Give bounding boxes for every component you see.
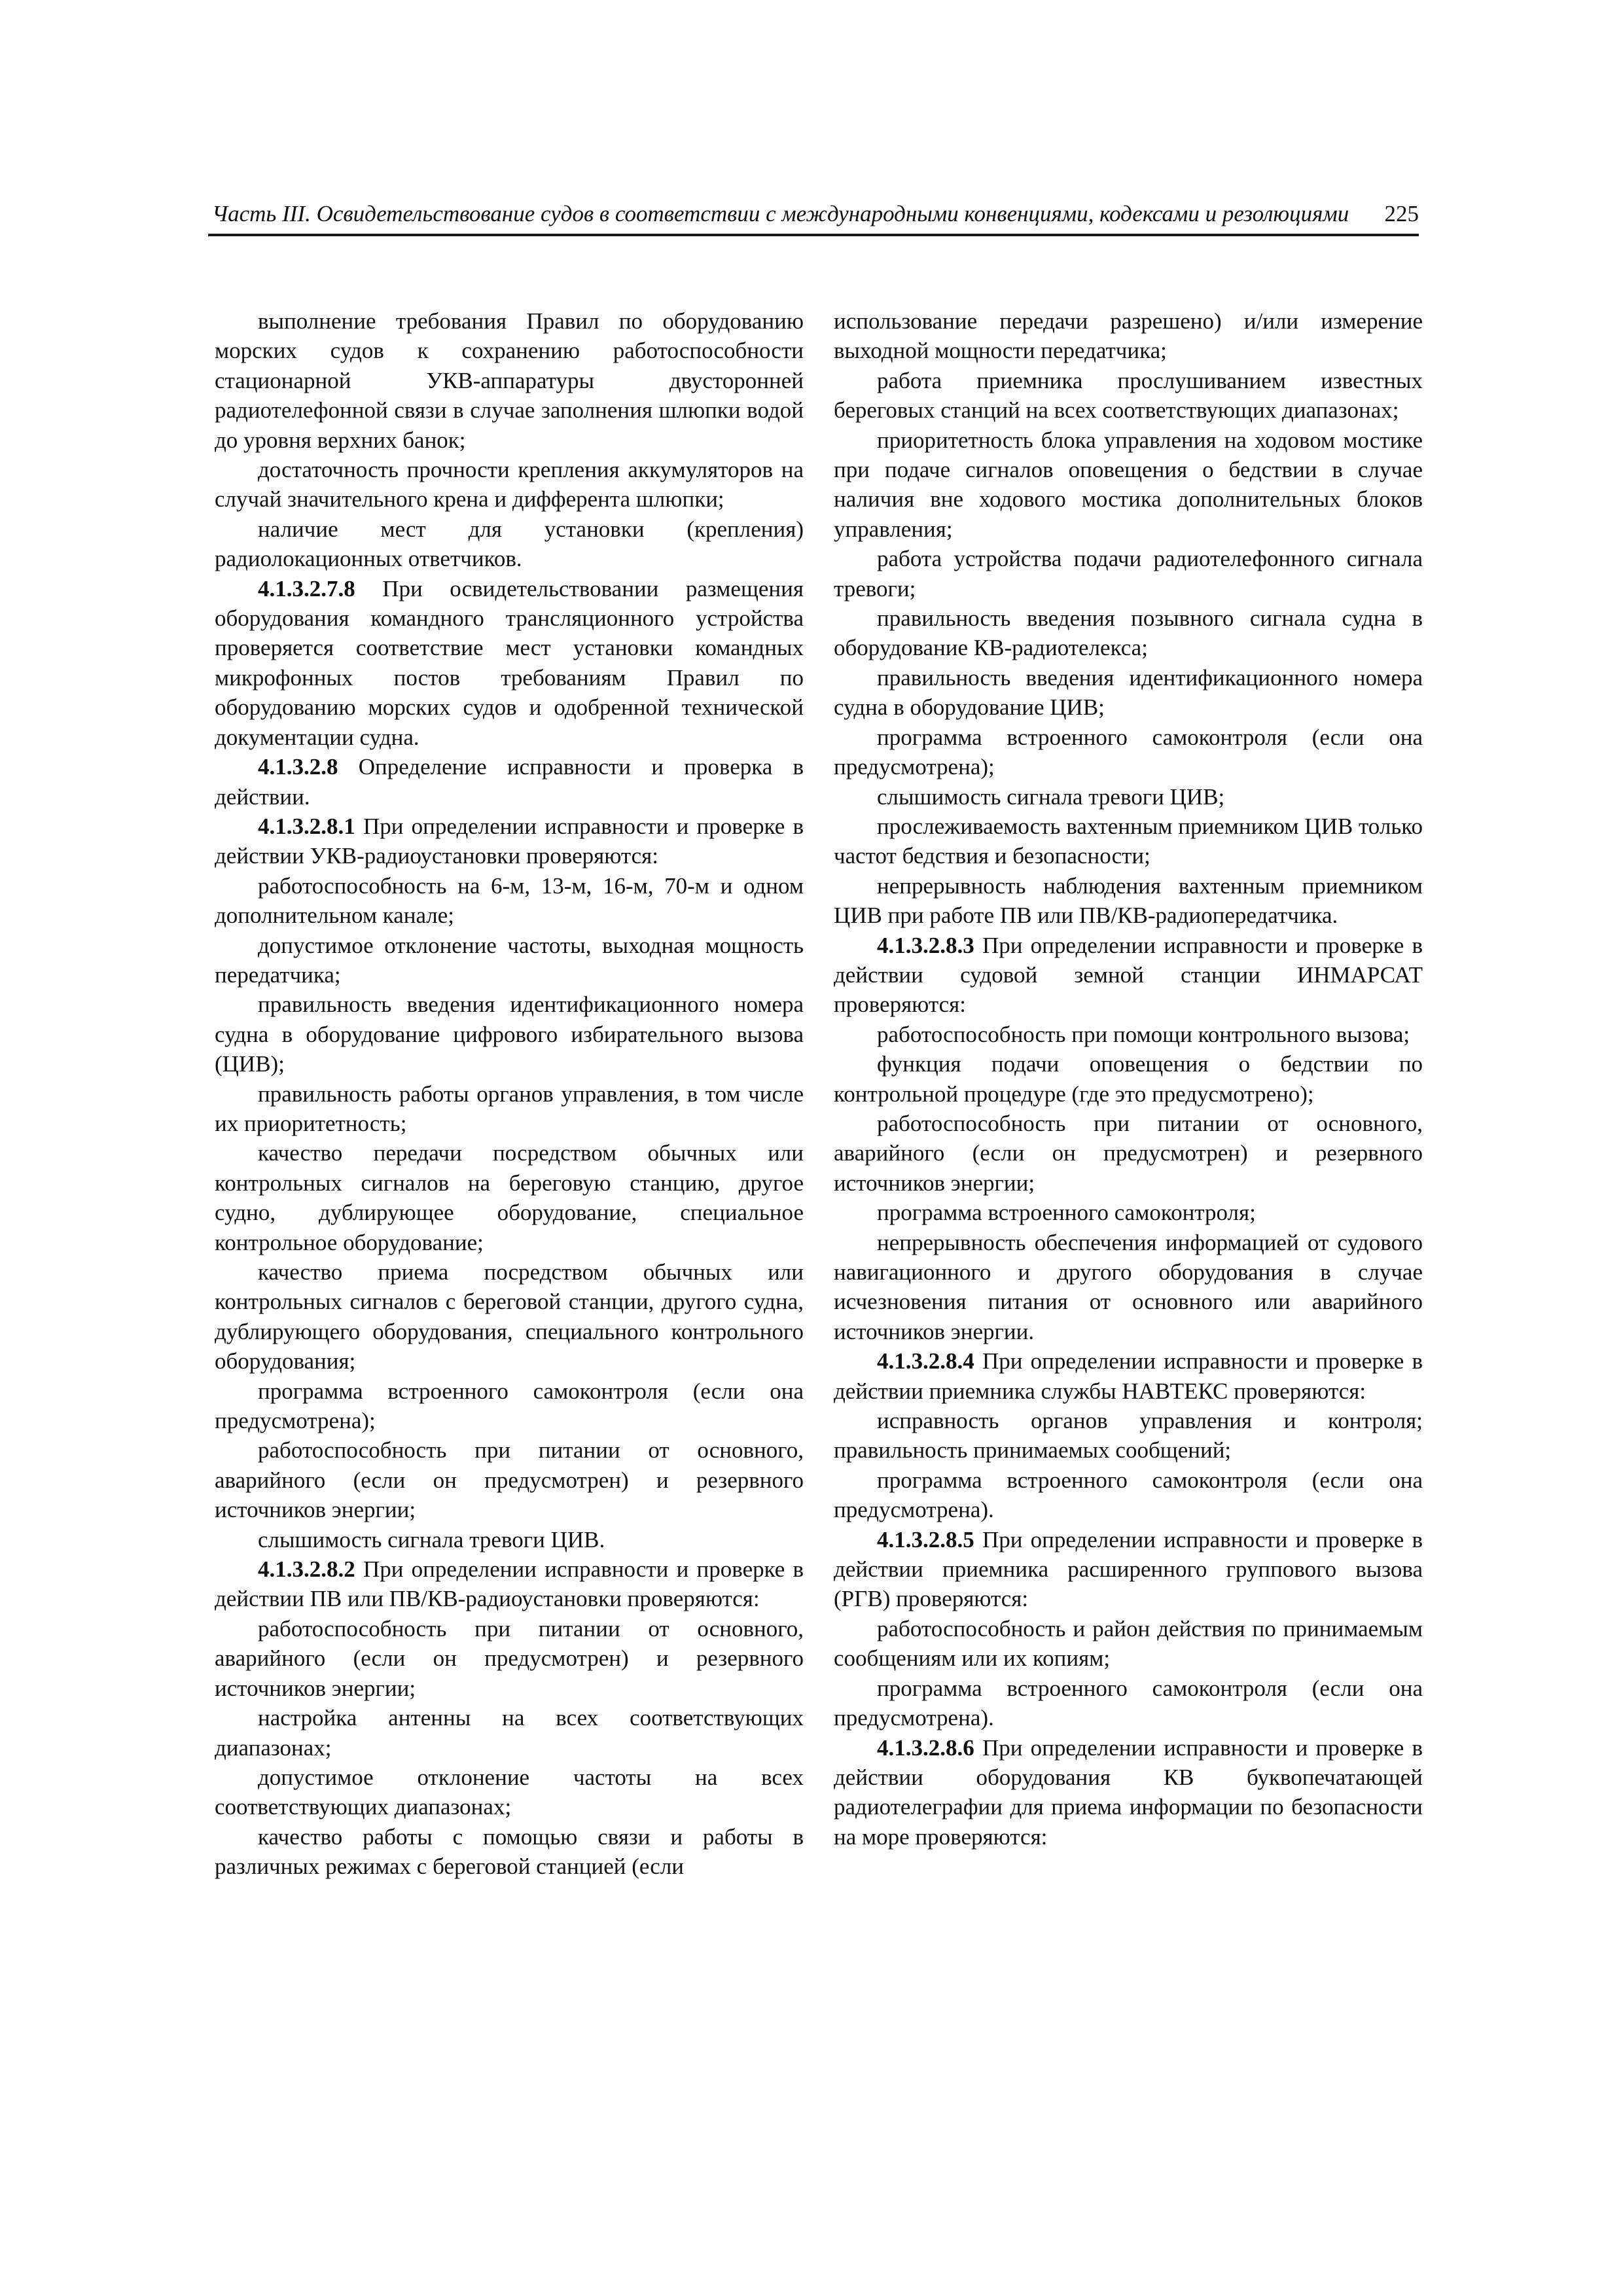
paragraph-text: Определение исправности и проверка в действии. [215, 754, 804, 810]
right-text-column [834, 306, 1423, 1852]
paragraph-text: правильность введения идентификационного номера судна в оборудование цифрового избирательного вызова (ЦИВ); [215, 992, 804, 1077]
paragraph [834, 1020, 1423, 1049]
paragraph-text: функция подачи оповещения о бедствии по контрольной процедуре (где это предусмотрено); [834, 1051, 1423, 1107]
paragraph-text: При определении исправности и проверке в действии судовой земной станции ИНМАРСАТ проверяются: [834, 932, 1423, 1018]
section-number: 4.1.3.2.8.6 [877, 1734, 974, 1761]
paragraph-text: наличие мест для установки (крепления) радиолокационных ответчиков. [215, 516, 804, 572]
paragraph-text: работа приемника прослушиванием известных береговых станций на всех соответствующих диапазонах; [834, 367, 1423, 423]
paragraph [834, 663, 1423, 723]
paragraph-text: работоспособность при питании от основного, аварийного (если он предусмотрен) и резервного источников энергии; [834, 1110, 1423, 1196]
page-header [208, 198, 1419, 231]
paragraph-text: При определении исправности и проверке в действии ПВ или ПВ/КВ-радиоустановки проверяются: [215, 1556, 804, 1612]
paragraph-text: работоспособность при питании от основного, аварийного (если он предусмотрен) и резервного источников энергии; [215, 1437, 804, 1523]
paragraph-text: программа встроенного самоконтроля (если она предусмотрена). [834, 1675, 1423, 1731]
paragraph-text: исправность органов управления и контроля; правильность принимаемых сообщений; [834, 1408, 1423, 1463]
paragraph-text: программа встроенного самоконтроля (если она предусмотрена). [834, 1467, 1423, 1523]
paragraph-text: работоспособность на 6-м, 13-м, 16-м, 70-м и одном дополнительном канале; [215, 872, 804, 929]
paragraph [834, 723, 1423, 782]
paragraph [215, 1376, 804, 1436]
paragraph [215, 1435, 804, 1524]
paragraph-text: непрерывность наблюдения вахтенным приемником ЦИВ при работе ПВ или ПВ/КВ-радиопередатчика. [834, 872, 1423, 929]
paragraph-text: работоспособность при помощи контрольного вызова; [877, 1021, 1410, 1047]
paragraph-text: качество приема посредством обычных или контрольных сигналов с береговой станции, другого судна, дублирующего оборудования, специального контрольного оборудования; [215, 1259, 804, 1374]
paragraph-text: допустимое отклонение частоты на всех соответствующих диапазонах; [215, 1764, 804, 1820]
paragraph-text: правильность работы органов управления, в том числе их приоритетность; [215, 1081, 804, 1136]
paragraph [215, 514, 804, 574]
section-number: 4.1.3.2.8.2 [258, 1556, 355, 1583]
section-number: 4.1.3.2.8.4 [877, 1348, 974, 1374]
section-number: 4.1.3.2.8 [258, 754, 338, 780]
header-divider [208, 234, 1419, 236]
paragraph [215, 574, 804, 752]
paragraph [834, 1674, 1423, 1733]
paragraph [834, 1228, 1423, 1347]
paragraph [215, 1822, 804, 1882]
paragraph-text: использование передачи разрешено) и/или измерение выходной мощности передатчика; [834, 308, 1423, 364]
paragraph [215, 1525, 804, 1554]
paragraph-text: программа встроенного самоконтроля; [877, 1200, 1256, 1226]
paragraph-text: работа устройства подачи радиотелефонного сигнала тревоги; [834, 546, 1423, 601]
paragraph [834, 1733, 1423, 1852]
paragraph [215, 1138, 804, 1257]
section-number: 4.1.3.2.8.1 [258, 813, 355, 839]
paragraph-text: непрерывность обеспечения информацией от судового навигационного и другого оборудования в случае исчезновения питания от основного или аварийного источников энергии. [834, 1229, 1423, 1344]
paragraph [215, 1257, 804, 1376]
paragraph [834, 931, 1423, 1020]
paragraph [215, 871, 804, 931]
paragraph [215, 931, 804, 990]
paragraph [834, 1049, 1423, 1109]
paragraph-text: выполнение требования Правил по оборудованию морских судов к сохранению работоспособности стационарной УКВ-аппаратуры двусторонней радиотелефонной связи в случае заполнения шлюпки водой до уровня верхних банок; [215, 308, 804, 453]
left-text-column [215, 306, 804, 1882]
section-number: 4.1.3.2.7.8 [258, 575, 355, 601]
paragraph [834, 366, 1423, 425]
paragraph-text: При освидетельствовании размещения оборудования командного трансляционного устройства проверяется соответствие мест установки командных микрофонных постов требованиям Правил по оборудованию морских судов и одобренной технической документации судна. [215, 575, 804, 750]
paragraph [834, 1198, 1423, 1227]
paragraph [834, 1465, 1423, 1525]
paragraph [834, 1406, 1423, 1465]
paragraph [215, 1079, 804, 1139]
paragraph [215, 812, 804, 871]
paragraph-text: работоспособность и район действия по принимаемым сообщениям или их копиям; [834, 1615, 1423, 1672]
paragraph [215, 306, 804, 455]
paragraph [834, 812, 1423, 871]
paragraph-text: правильность введения позывного сигнала судна в оборудование КВ-радиотелекса; [834, 605, 1423, 661]
paragraph-text: При определении исправности и проверке в действии приемника службы НАВТЕКС проверяются: [834, 1348, 1423, 1404]
paragraph [215, 455, 804, 514]
paragraph-text: программа встроенного самоконтроля (если она предусмотрена); [215, 1378, 804, 1434]
paragraph-text: слышимость сигнала тревоги ЦИВ. [258, 1526, 605, 1552]
paragraph-text: достаточность прочности крепления аккумуляторов на случай значительного крена и дифферента шлюпки; [215, 457, 804, 512]
paragraph [834, 306, 1423, 366]
paragraph-text: правильность введения идентификационного номера судна в оборудование ЦИВ; [834, 664, 1423, 721]
paragraph-text: качество передачи посредством обычных или контрольных сигналов на береговую станцию, другое судно, дублирующее оборудование, специальное контрольное оборудование; [215, 1140, 804, 1255]
paragraph-text: слышимость сигнала тревоги ЦИВ; [877, 783, 1225, 810]
paragraph-text: настройка антенны на всех соответствующих диапазонах; [215, 1705, 804, 1761]
paragraph [215, 1703, 804, 1763]
paragraph [834, 1346, 1423, 1406]
paragraph-text: программа встроенного самоконтроля (если она предусмотрена); [834, 724, 1423, 780]
paragraph [834, 1109, 1423, 1198]
paragraph-text: При определении исправности и проверке в действии УКВ-радиоустановки проверяются: [215, 813, 804, 869]
paragraph [834, 1525, 1423, 1614]
paragraph-text: При определении исправности и проверке в действии оборудования КВ буквопечатающей радиотелеграфии для приема информации по безопасности на море проверяются: [834, 1734, 1423, 1850]
paragraph [215, 752, 804, 812]
paragraph-text: качество работы с помощью связи и работы в различных режимах с береговой станцией (если [215, 1823, 804, 1880]
paragraph-text: При определении исправности и проверке в действии приемника расширенного группового вызова (РГВ) проверяются: [834, 1526, 1423, 1612]
paragraph-text: прослеживаемость вахтенным приемником ЦИВ только частот бедствия и безопасности; [834, 813, 1423, 869]
paragraph-text: приоритетность блока управления на ходовом мостике при подаче сигналов оповещения о бедствии в случае наличия вне ходового мостика дополнительных блоков управления; [834, 427, 1423, 542]
paragraph [834, 544, 1423, 603]
paragraph [215, 1763, 804, 1822]
section-number: 4.1.3.2.8.3 [877, 932, 974, 958]
paragraph [215, 1554, 804, 1614]
page-number: 225 [1384, 201, 1419, 226]
paragraph [834, 871, 1423, 931]
paragraph-text: работоспособность при питании от основного, аварийного (если он предусмотрен) и резервного источников энергии; [215, 1615, 804, 1701]
paragraph [215, 990, 804, 1079]
paragraph [215, 1614, 804, 1703]
paragraph [834, 603, 1423, 663]
running-header-title: Часть III. Освидетельствование судов в соответствии с международными конвенциями, кодексами и резолюциями [212, 201, 1349, 226]
paragraph [834, 782, 1423, 812]
section-number: 4.1.3.2.8.5 [877, 1526, 974, 1552]
paragraph [834, 1614, 1423, 1674]
paragraph [834, 425, 1423, 545]
paragraph-text: допустимое отклонение частоты, выходная мощность передатчика; [215, 932, 804, 988]
